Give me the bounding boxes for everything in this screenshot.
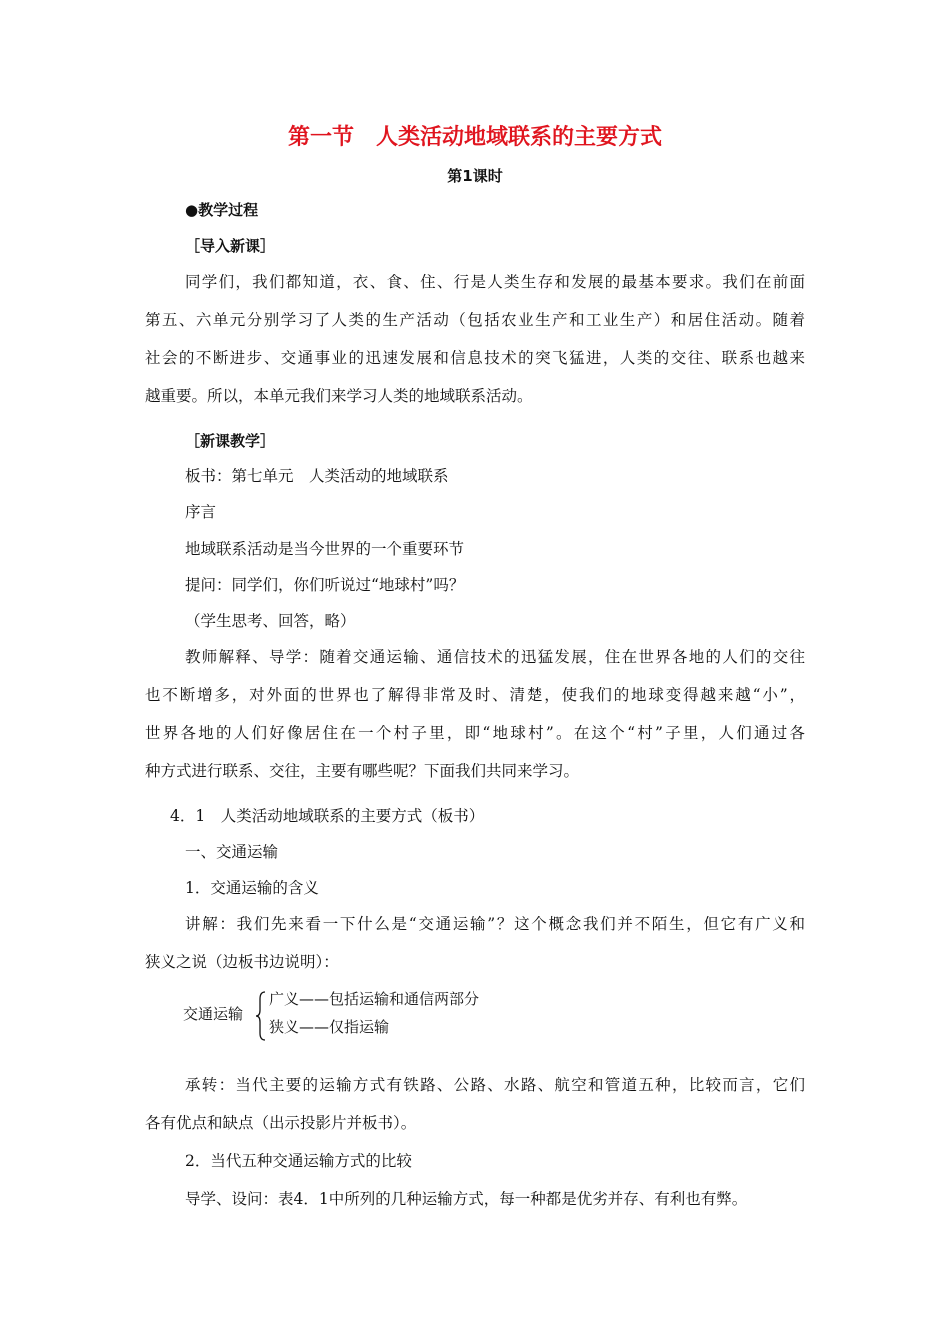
explain-paragraph-line: 讲解：我们先来看一下什么是“交通运输”？这个概念我们并不陌生，但它有广义和 bbox=[185, 915, 805, 933]
heading-transport-meaning: 1．交通运输的含义 bbox=[185, 879, 319, 897]
page-subtitle: 第1课时 bbox=[447, 167, 503, 185]
teacher-paragraph-line: 教师解释、导学：随着交通运输、通信技术的迅猛发展，住在世界各地的人们的交往 bbox=[185, 648, 805, 666]
intro-paragraph-line: 第五、六单元分别学习了人类的生产活动（包括农业生产和工业生产）和居住活动。随着 bbox=[145, 311, 805, 329]
board-unit-line: 板书：第七单元 人类活动的地域联系 bbox=[185, 467, 449, 485]
intro-paragraph-line: 同学们，我们都知道，衣、食、住、行是人类生存和发展的最基本要求。我们在前面 bbox=[185, 273, 805, 291]
student-answer-line: （学生思考、回答，略） bbox=[185, 612, 356, 630]
explain-paragraph-line: 狭义之说（边板书边说明）： bbox=[145, 953, 339, 971]
heading-transport-comparison: 2．当代五种交通运输方式的比较 bbox=[185, 1152, 412, 1170]
section-new-lesson: ［新课教学］ bbox=[185, 432, 276, 450]
curly-brace-icon bbox=[255, 991, 267, 1041]
transport-definition-diagram bbox=[183, 985, 583, 1045]
intro-paragraph-line: 社会的不断进步、交通事业的迅速发展和信息技术的突飞猛进，人类的交往、联系也越来 bbox=[145, 349, 805, 367]
question-line: 提问：同学们，你们听说过“地球村”吗？ bbox=[185, 576, 465, 594]
diagram-label: 交通运输 bbox=[183, 1005, 244, 1023]
preface-point-line: 地域联系活动是当今世界的一个重要环节 bbox=[185, 540, 465, 558]
teacher-paragraph-line: 种方式进行联系、交往，主要有哪些呢？下面我们共同来学习。 bbox=[145, 762, 580, 780]
intro-paragraph-line: 越重要。所以，本单元我们来学习人类的地域联系活动。 bbox=[145, 387, 533, 405]
section-intro: ［导入新课］ bbox=[185, 237, 276, 255]
teacher-paragraph-line: 也不断增多，对外面的世界也了解得非常及时、清楚，使我们的地球变得越来越“小”， bbox=[145, 686, 805, 704]
heading-transport: 一、交通运输 bbox=[185, 843, 279, 861]
page-title: 第一节 人类活动地域联系的主要方式 bbox=[287, 125, 662, 150]
transition-paragraph-line: 承转：当代主要的运输方式有铁路、公路、水路、航空和管道五种，比较而言，它们 bbox=[185, 1076, 805, 1094]
preface-line: 序言 bbox=[185, 503, 217, 521]
transition-paragraph-line: 各有优点和缺点（出示投影片并板书）。 bbox=[145, 1114, 417, 1132]
teacher-paragraph-line: 世界各地的人们好像居住在一个村子里，即“地球村”。在这个“村”子里，人们通过各 bbox=[145, 724, 805, 742]
guide-question-line: 导学、设问：表4．1中所列的几种运输方式，每一种都是优劣并存、有利也有弊。 bbox=[185, 1190, 748, 1208]
diagram-narrow-meaning: 狭义——仅指运输 bbox=[269, 1018, 390, 1036]
section-teaching-process: ●教学过程 bbox=[185, 201, 259, 219]
diagram-broad-meaning: 广义——包括运输和通信两部分 bbox=[269, 990, 480, 1008]
heading-4-1: 4．1 人类活动地域联系的主要方式（板书） bbox=[170, 807, 485, 825]
